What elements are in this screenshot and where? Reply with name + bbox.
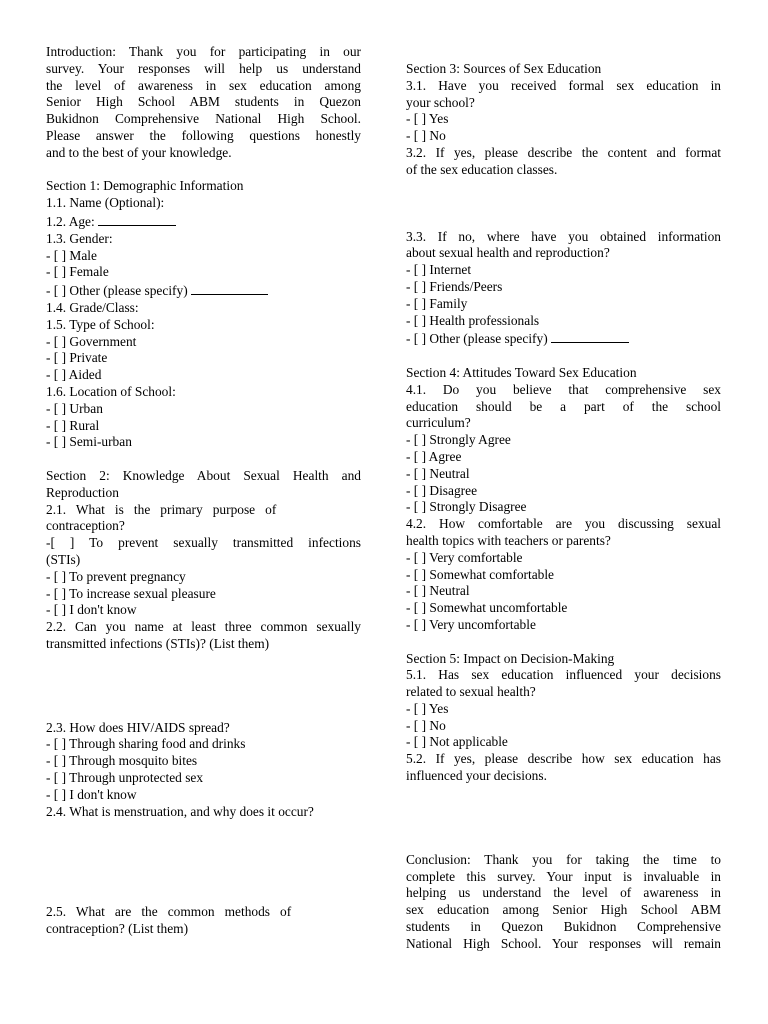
option-semi-urban[interactable]: - [ ] Semi-urban bbox=[46, 434, 132, 450]
right-column bbox=[406, 61, 721, 953]
left-column bbox=[46, 44, 361, 938]
option-yes[interactable]: - [ ] Yes bbox=[406, 111, 449, 127]
option-dont-know[interactable]: - [ ] I don't know bbox=[46, 786, 137, 802]
option-health-professionals[interactable]: - [ ] Health professionals bbox=[406, 312, 540, 328]
option-strongly-disagree[interactable]: - [ ] Strongly Disagree bbox=[406, 499, 527, 515]
source-other-blank[interactable] bbox=[551, 329, 629, 343]
introduction bbox=[46, 44, 361, 162]
question-5-1: 5.1. Has sex education influenced your decisions bbox=[406, 667, 721, 683]
question-2-5-cont: contraception? (List them) bbox=[46, 921, 189, 937]
conclusion-line: students in Quezon Bukidnon Comprehensive bbox=[406, 919, 721, 935]
option-aided[interactable]: - [ ] Aided bbox=[46, 367, 102, 383]
option-prevent-sti[interactable]: -[ ] To prevent sexually transmitted infections bbox=[46, 535, 361, 551]
option-neutral[interactable]: - [ ] Neutral bbox=[406, 465, 470, 481]
answer-space-2-4[interactable] bbox=[46, 820, 361, 904]
option-rural[interactable]: - [ ] Rural bbox=[46, 417, 100, 433]
question-5-1-cont: related to sexual health? bbox=[406, 684, 536, 700]
question-2-2-cont: transmitted infections (STIs)? (List them) bbox=[46, 635, 270, 651]
question-4-1-cont: curriculum? bbox=[406, 415, 471, 431]
option-agree[interactable]: - [ ] Agree bbox=[406, 448, 462, 464]
gender-other-blank[interactable] bbox=[191, 281, 268, 295]
question-1-2-label: 1.2. Age: bbox=[46, 213, 95, 229]
intro-line: survey. Your responses will help us understand bbox=[46, 60, 361, 76]
question-3-1-cont: your school? bbox=[406, 94, 475, 110]
option-neutral[interactable]: - [ ] Neutral bbox=[406, 583, 470, 599]
question-3-3: 3.3. If no, where have you obtained information bbox=[406, 228, 721, 244]
option-no[interactable]: - [ ] No bbox=[406, 128, 446, 144]
question-1-4: 1.4. Grade/Class: bbox=[46, 299, 139, 315]
option-sharing-food[interactable]: - [ ] Through sharing food and drinks bbox=[46, 736, 246, 752]
option-unprotected-sex[interactable]: - [ ] Through unprotected sex bbox=[46, 770, 204, 786]
conclusion bbox=[406, 852, 721, 953]
intro-line: Introduction: Thank you for participating in our bbox=[46, 44, 361, 59]
question-1-1: 1.1. Name (Optional): bbox=[46, 195, 165, 211]
intro-line: and to the best of your knowledge. bbox=[46, 144, 232, 160]
section-2-heading: Section 2: Knowledge About Sexual Health and bbox=[46, 467, 361, 483]
conclusion-line: National High School. Your responses will remain bbox=[406, 935, 721, 951]
question-5-2-cont: influenced your decisions. bbox=[406, 768, 547, 784]
option-urban[interactable]: - [ ] Urban bbox=[46, 400, 103, 416]
option-government[interactable]: - [ ] Government bbox=[46, 333, 137, 349]
option-prevent-sti-cont: (STIs) bbox=[46, 551, 81, 567]
age-blank[interactable] bbox=[98, 212, 176, 226]
intro-line: the level of awareness in sex education among bbox=[46, 77, 361, 93]
question-1-5: 1.5. Type of School: bbox=[46, 316, 155, 332]
question-2-5: 2.5. What are the common methods of bbox=[46, 904, 292, 920]
option-male[interactable]: - [ ] Male bbox=[46, 247, 97, 263]
question-5-2: 5.2. If yes, please describe how sex education has bbox=[406, 751, 721, 767]
option-no[interactable]: - [ ] No bbox=[406, 717, 446, 733]
option-somewhat-comfortable[interactable]: - [ ] Somewhat comfortable bbox=[406, 566, 554, 582]
question-4-1-cont: education should be a part of the school bbox=[406, 398, 721, 414]
option-female[interactable]: - [ ] Female bbox=[46, 264, 109, 280]
question-4-1: 4.1. Do you believe that comprehensive sex bbox=[406, 381, 721, 397]
intro-line: Bukidnon Comprehensive National High School. bbox=[46, 111, 361, 127]
question-1-3: 1.3. Gender: bbox=[46, 230, 113, 246]
question-2-4: 2.4. What is menstruation, and why does it occur? bbox=[46, 803, 314, 819]
question-3-2-cont: of the sex education classes. bbox=[406, 161, 558, 177]
question-2-1: 2.1. What is the primary purpose of bbox=[46, 501, 277, 517]
option-source-other[interactable] bbox=[406, 329, 721, 348]
question-1-2 bbox=[46, 212, 361, 231]
option-internet[interactable]: - [ ] Internet bbox=[406, 262, 472, 278]
option-gender-other-label: - [ ] Other (please specify) bbox=[46, 283, 188, 299]
question-3-2: 3.2. If yes, please describe the content and format bbox=[406, 144, 721, 160]
section-3-heading: Section 3: Sources of Sex Education bbox=[406, 61, 602, 76]
option-strongly-agree[interactable]: - [ ] Strongly Agree bbox=[406, 432, 511, 448]
option-very-uncomfortable[interactable]: - [ ] Very uncomfortable bbox=[406, 616, 536, 632]
section-2-heading-cont: Reproduction bbox=[46, 484, 119, 500]
option-yes[interactable]: - [ ] Yes bbox=[406, 700, 449, 716]
option-mosquito[interactable]: - [ ] Through mosquito bites bbox=[46, 753, 198, 769]
option-disagree[interactable]: - [ ] Disagree bbox=[406, 482, 478, 498]
conclusion-line: complete this survey. Your input is invaluable in bbox=[406, 868, 721, 884]
question-3-1: 3.1. Have you received formal sex education in bbox=[406, 77, 721, 93]
conclusion-line: Conclusion: Thank you for taking the time to bbox=[406, 851, 721, 867]
option-gender-other[interactable] bbox=[46, 281, 361, 300]
option-dont-know[interactable]: - [ ] I don't know bbox=[46, 602, 137, 618]
option-source-other-label: - [ ] Other (please specify) bbox=[406, 331, 548, 347]
option-somewhat-uncomfortable[interactable]: - [ ] Somewhat uncomfortable bbox=[406, 600, 568, 616]
conclusion-line: sex education among Senior High School ABM bbox=[406, 902, 721, 918]
intro-line: Senior High School ABM students in Quezon bbox=[46, 94, 361, 110]
question-2-1-cont: contraception? bbox=[46, 518, 125, 534]
intro-line: Please answer the following questions honestly bbox=[46, 127, 361, 143]
answer-space-2-2[interactable] bbox=[46, 653, 361, 720]
question-2-3: 2.3. How does HIV/AIDS spread? bbox=[46, 719, 230, 735]
answer-space-5-2[interactable] bbox=[406, 785, 721, 852]
option-private[interactable]: - [ ] Private bbox=[46, 350, 108, 366]
section-4-heading: Section 4: Attitudes Toward Sex Education bbox=[406, 364, 637, 380]
option-prevent-pregnancy[interactable]: - [ ] To prevent pregnancy bbox=[46, 568, 186, 584]
option-family[interactable]: - [ ] Family bbox=[406, 295, 468, 311]
section-1-heading: Section 1: Demographic Information bbox=[46, 178, 244, 194]
option-not-applicable[interactable]: - [ ] Not applicable bbox=[406, 734, 508, 750]
section-5-heading: Section 5: Impact on Decision-Making bbox=[406, 650, 615, 666]
question-2-2: 2.2. Can you name at least three common sexually bbox=[46, 619, 361, 635]
question-4-2: 4.2. How comfortable are you discussing sexual bbox=[406, 516, 721, 532]
option-friends-peers[interactable]: - [ ] Friends/Peers bbox=[406, 278, 503, 294]
question-4-2-cont: health topics with teachers or parents? bbox=[406, 532, 611, 548]
option-increase-pleasure[interactable]: - [ ] To increase sexual pleasure bbox=[46, 585, 216, 601]
question-1-6: 1.6. Location of School: bbox=[46, 383, 176, 399]
conclusion-line: helping us understand the level of awareness in bbox=[406, 885, 721, 901]
question-3-3-cont: about sexual health and reproduction? bbox=[406, 245, 610, 261]
option-very-comfortable[interactable]: - [ ] Very comfortable bbox=[406, 549, 523, 565]
answer-space-3-2[interactable] bbox=[406, 179, 721, 229]
